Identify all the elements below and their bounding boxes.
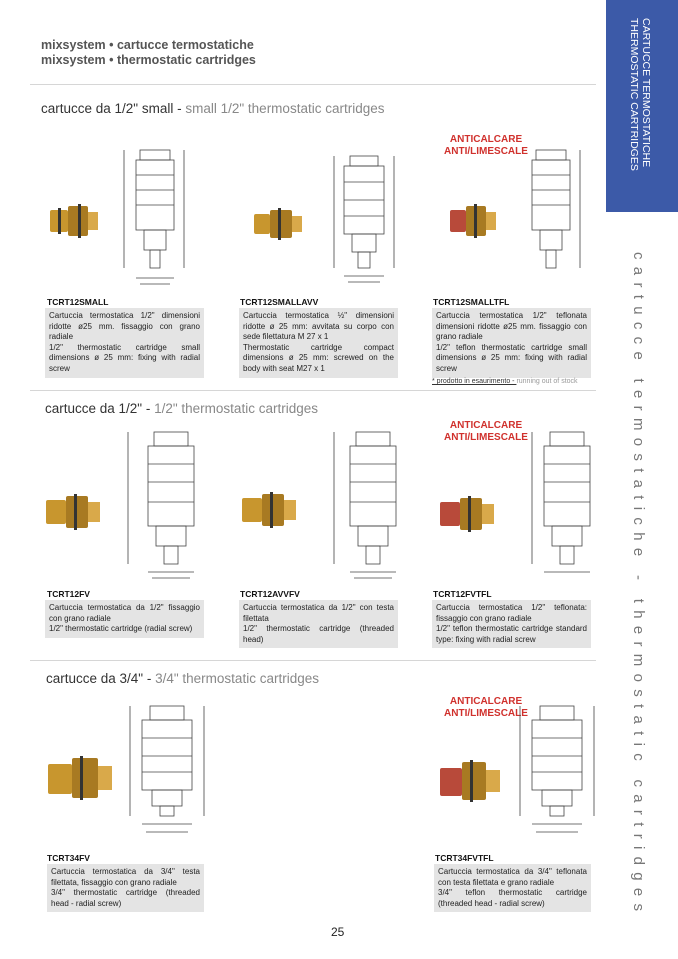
product-code: TCRT12SMALLAVV	[240, 297, 319, 307]
cartridge-photo	[50, 204, 98, 238]
product-description	[432, 308, 591, 378]
product-description-it: Cartuccia termostatica da 1/2" con testa filettata	[243, 603, 394, 623]
product-code: TCRT12AVVFV	[240, 589, 300, 599]
section-title-it: cartucce da 3/4" -	[46, 671, 156, 686]
cartridge-photo	[450, 204, 496, 238]
cartridge-photo	[46, 494, 100, 530]
product-card	[44, 130, 224, 290]
product-card	[44, 692, 224, 847]
product-description-it: Cartuccia termostatica 1/2" teflonata: fissaggio con grano radiale	[436, 603, 587, 623]
section-title-three-quarter	[46, 671, 319, 686]
product-description	[432, 600, 591, 648]
badge-line-it: ANTICALCARE	[449, 420, 523, 431]
product-card	[432, 692, 612, 847]
cartridge-photo	[440, 496, 494, 532]
page-number: 25	[331, 925, 345, 939]
section-title-it: cartucce da 1/2" small -	[41, 101, 186, 116]
badge-line-it: ANTICALCARE	[449, 696, 523, 707]
chapter-vertical-title: cartucce termostatiche - thermostatic cartridges	[630, 252, 647, 919]
technical-drawing	[532, 150, 580, 268]
product-description	[239, 308, 398, 378]
product-description-it: Cartuccia termostatica ½" dimensioni ridotte ø 25 mm: avvitata su corpo con sede filettatura M 27 x 1	[243, 311, 394, 342]
section-title-en: small 1/2" thermostatic cartridges	[185, 101, 385, 116]
header-title-en: mixsystem • thermostatic cartridges	[41, 53, 256, 67]
product-description-en: Thermostatic cartridge compact dimensions ø 25 mm: screwed on the body with seat M27 x 1	[243, 342, 394, 373]
product-description-en: 1/2" thermostatic cartridge (radial screw)	[49, 624, 193, 634]
product-figure	[432, 418, 612, 583]
product-figure	[44, 418, 224, 583]
section-title-en: 1/2" thermostatic cartridges	[154, 401, 318, 416]
product-description-it: Cartuccia termostatica da 3/4" testa filettata, fissaggio con grano radiale	[51, 867, 200, 887]
cartridge-photo	[48, 756, 112, 800]
technical-drawing	[532, 432, 590, 572]
product-description	[239, 600, 398, 648]
product-card	[432, 418, 612, 583]
badge-line-it: ANTICALCARE	[449, 134, 523, 145]
product-description	[47, 864, 204, 912]
technical-drawing	[520, 706, 594, 832]
document-header	[41, 38, 256, 68]
cartridge-photo	[440, 760, 500, 802]
footnote-en: running out of stock	[516, 378, 578, 385]
product-figure	[432, 692, 612, 847]
product-card	[44, 418, 224, 583]
product-description-it: Cartuccia termostatica da 1/2" fissaggio con grano radiale	[49, 603, 200, 623]
cartridge-photo	[254, 208, 302, 240]
stock-footnote	[432, 378, 578, 385]
section-title-en: 3/4" thermostatic cartridges	[155, 671, 319, 686]
product-code: TCRT34FVTFL	[435, 853, 494, 863]
badge-line-en: ANTI/LIMESCALE	[444, 146, 528, 157]
product-code: TCRT12SMALLTFL	[433, 297, 510, 307]
section-divider	[30, 660, 596, 661]
product-card	[238, 418, 418, 583]
product-description-en: 1/2" teflon thermostatic cartridge small dimensions ø 25 mm: fixing with radial screw	[436, 342, 587, 373]
chapter-tab-label	[628, 18, 652, 171]
badge-line-en: ANTI/LIMESCALE	[444, 432, 528, 443]
product-description	[45, 308, 204, 378]
footnote-it: * prodotto in esaurimento -	[432, 378, 517, 385]
product-card	[432, 130, 612, 290]
product-figure	[238, 130, 418, 290]
product-figure	[44, 692, 224, 847]
chapter-tab-label-en: THERMOSTATIC CARTRIDGES	[628, 18, 640, 171]
product-figure	[238, 418, 418, 583]
section-title-half	[45, 401, 318, 416]
chapter-tab	[606, 0, 678, 212]
product-code: TCRT12SMALL	[47, 297, 109, 307]
section-title-it: cartucce da 1/2" -	[45, 401, 155, 416]
header-divider	[30, 84, 596, 85]
product-code: TCRT12FV	[47, 589, 90, 599]
product-description-en: 3/4" thermostatic cartridge (threaded head - radial screw)	[51, 888, 200, 908]
technical-drawing	[130, 706, 204, 832]
section-title-small	[41, 101, 384, 116]
technical-drawing	[334, 156, 394, 282]
badge-line-en: ANTI/LIMESCALE	[444, 708, 528, 719]
header-title-it: mixsystem • cartucce termostatiche	[41, 38, 254, 52]
product-description	[434, 864, 591, 912]
product-code: TCRT34FV	[47, 853, 90, 863]
product-description-it: Cartuccia termostatica 1/2" dimensioni ridotte ø25 mm. fissaggio con grano radiale	[49, 311, 200, 342]
product-card	[238, 130, 418, 290]
cartridge-photo	[242, 492, 296, 528]
technical-drawing	[124, 150, 184, 284]
product-description-en: 3/4" teflon thermostatic cartridge (threaded head - radial screw)	[438, 888, 587, 908]
product-description-en: 1/2" thermostatic cartridge (threaded head)	[243, 624, 394, 644]
product-figure	[432, 130, 612, 290]
section-divider	[30, 390, 596, 391]
product-description-it: Cartuccia termostatica 1/2" teflonata dimensioni ridotte ø25 mm. fissaggio con grano radiale	[436, 311, 587, 342]
product-description	[45, 600, 204, 638]
product-figure	[44, 130, 224, 290]
product-description-en: 1/2" teflon thermostatic cartridge standard type: fixing with radial screw	[436, 624, 587, 644]
chapter-tab-label-it: CARTUCCE TERMOSTATICHE	[640, 18, 652, 168]
product-description-en: 1/2" thermostatic cartridge small dimensions ø 25 mm: fixing with radial screw	[49, 342, 200, 373]
product-code: TCRT12FVTFL	[433, 589, 492, 599]
technical-drawing	[128, 432, 194, 578]
product-description-it: Cartuccia termostatica da 3/4" teflonata con testa filettata e grano radiale	[438, 867, 587, 887]
technical-drawing	[334, 432, 396, 578]
